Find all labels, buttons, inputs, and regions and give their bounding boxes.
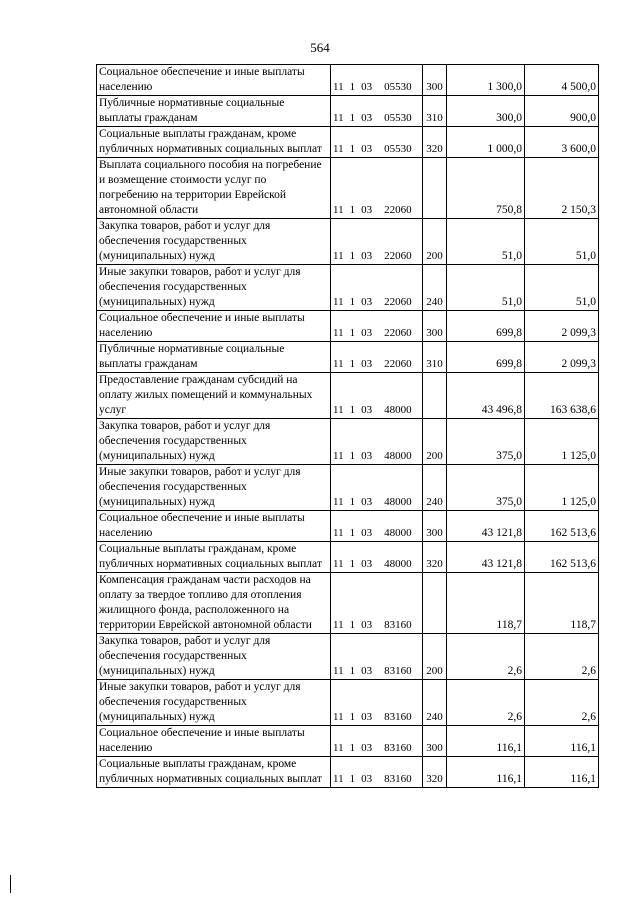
code-c3: 03 [361,143,373,155]
row-code [331,127,423,158]
row-name: Социальные выплаты гражданам, кроме публичных нормативных социальных выплат [97,127,331,158]
code-c1: 11 [333,742,344,754]
code-c2: 1 [349,527,356,539]
row-value-2: 2 150,3 [525,158,599,219]
row-value-1: 2,6 [447,634,525,680]
row-vr [423,573,447,634]
row-value-2: 116,1 [525,726,599,757]
row-code [331,342,423,373]
code-c2: 1 [349,742,356,754]
code-c2: 1 [349,296,356,308]
row-vr: 310 [423,96,447,127]
code-c1: 11 [333,81,344,93]
code-c3: 03 [361,527,373,539]
code-c1: 11 [333,358,344,370]
row-value-1: 43 121,8 [447,542,525,573]
row-name: Закупка товаров, работ и услуг для обеспечения государственных (муниципальных) нужд [97,634,331,680]
table-row [97,726,599,757]
code-c3: 03 [361,773,373,785]
row-vr: 300 [423,311,447,342]
row-vr: 200 [423,419,447,465]
code-c1: 11 [333,619,344,631]
code-c1: 11 [333,450,344,462]
row-value-2: 2,6 [525,634,599,680]
row-name: Социальные выплаты гражданам, кроме публичных нормативных социальных выплат [97,542,331,573]
code-c4: 05530 [384,143,412,155]
code-c1: 11 [333,558,344,570]
row-value-2: 4 500,0 [525,65,599,96]
row-value-2: 118,7 [525,573,599,634]
code-c2: 1 [349,358,356,370]
code-c3: 03 [361,619,373,631]
table-row [97,265,599,311]
row-code [331,634,423,680]
row-code [331,65,423,96]
row-name: Закупка товаров, работ и услуг для обеспечения государственных (муниципальных) нужд [97,219,331,265]
code-c2: 1 [349,327,356,339]
code-c3: 03 [361,558,373,570]
row-vr: 300 [423,511,447,542]
row-code [331,573,423,634]
row-value-1: 51,0 [447,219,525,265]
row-value-1: 116,1 [447,726,525,757]
code-c3: 03 [361,496,373,508]
row-value-1: 1 300,0 [447,65,525,96]
code-c3: 03 [361,711,373,723]
row-value-2: 1 125,0 [525,465,599,511]
code-c3: 03 [361,112,373,124]
row-name: Социальное обеспечение и иные выплаты населению [97,511,331,542]
code-c1: 11 [333,665,344,677]
page-number: 564 [310,40,330,55]
row-value-1: 43 496,8 [447,373,525,419]
code-c1: 11 [333,711,344,723]
row-name: Социальное обеспечение и иные выплаты населению [97,726,331,757]
code-c1: 11 [333,296,344,308]
code-c4: 83160 [384,665,412,677]
code-c1: 11 [333,250,344,262]
row-value-2: 163 638,6 [525,373,599,419]
code-c2: 1 [349,619,356,631]
row-value-1: 1 000,0 [447,127,525,158]
code-c2: 1 [349,558,356,570]
code-c4: 22060 [384,296,412,308]
row-code [331,311,423,342]
code-c1: 11 [333,527,344,539]
row-code [331,265,423,311]
code-c4: 83160 [384,742,412,754]
row-vr: 300 [423,65,447,96]
table-row [97,465,599,511]
table-row [97,419,599,465]
code-c1: 11 [333,112,344,124]
table-row [97,634,599,680]
margin-mark [10,875,11,893]
row-code [331,726,423,757]
row-value-1: 300,0 [447,96,525,127]
code-c2: 1 [349,204,356,216]
row-vr: 320 [423,127,447,158]
row-name: Иные закупки товаров, работ и услуг для обеспечения государственных (муниципальных) нужд [97,465,331,511]
code-c4: 48000 [384,404,412,416]
row-code [331,465,423,511]
row-value-2: 51,0 [525,265,599,311]
table-row [97,311,599,342]
row-code [331,757,423,788]
row-name: Выплата социального пособия на погребение и возмещение стоимости услуг по погребению на территории Еврейской автономной области [97,158,331,219]
table-row [97,757,599,788]
code-c2: 1 [349,404,356,416]
code-c3: 03 [361,450,373,462]
code-c3: 03 [361,250,373,262]
row-vr: 240 [423,465,447,511]
row-vr: 200 [423,634,447,680]
code-c2: 1 [349,450,356,462]
code-c3: 03 [361,742,373,754]
code-c1: 11 [333,496,344,508]
row-name: Закупка товаров, работ и услуг для обеспечения государственных (муниципальных) нужд [97,419,331,465]
row-value-2: 116,1 [525,757,599,788]
row-value-2: 3 600,0 [525,127,599,158]
table-row [97,680,599,726]
row-value-2: 1 125,0 [525,419,599,465]
row-code [331,219,423,265]
row-value-1: 699,8 [447,342,525,373]
row-value-2: 2 099,3 [525,342,599,373]
code-c1: 11 [333,327,344,339]
code-c4: 83160 [384,619,412,631]
code-c4: 22060 [384,327,412,339]
row-name: Компенсация гражданам части расходов на оплату за твердое топливо для отопления жилищного фонда, расположенного на территории Еврейской автономной области [97,573,331,634]
row-value-1: 750,8 [447,158,525,219]
row-value-1: 375,0 [447,465,525,511]
code-c4: 83160 [384,711,412,723]
code-c4: 48000 [384,527,412,539]
code-c4: 48000 [384,496,412,508]
table-row [97,373,599,419]
row-code [331,680,423,726]
code-c3: 03 [361,81,373,93]
row-code [331,158,423,219]
row-vr: 320 [423,757,447,788]
budget-table [96,64,599,788]
code-c3: 03 [361,358,373,370]
code-c4: 48000 [384,558,412,570]
table-row [97,542,599,573]
code-c2: 1 [349,711,356,723]
row-code [331,419,423,465]
code-c3: 03 [361,404,373,416]
row-value-2: 2,6 [525,680,599,726]
row-vr: 240 [423,680,447,726]
row-name: Иные закупки товаров, работ и услуг для обеспечения государственных (муниципальных) нужд [97,265,331,311]
row-code [331,373,423,419]
code-c2: 1 [349,112,356,124]
row-name: Социальное обеспечение и иные выплаты населению [97,311,331,342]
table-row [97,65,599,96]
code-c4: 22060 [384,250,412,262]
row-value-2: 2 099,3 [525,311,599,342]
row-code [331,511,423,542]
row-name: Публичные нормативные социальные выплаты гражданам [97,96,331,127]
table-row [97,158,599,219]
code-c1: 11 [333,404,344,416]
row-code [331,96,423,127]
code-c2: 1 [349,250,356,262]
row-value-2: 162 513,6 [525,542,599,573]
row-vr: 300 [423,726,447,757]
code-c1: 11 [333,204,344,216]
code-c4: 22060 [384,204,412,216]
row-value-1: 116,1 [447,757,525,788]
row-value-1: 51,0 [447,265,525,311]
code-c2: 1 [349,143,356,155]
row-vr: 240 [423,265,447,311]
code-c3: 03 [361,204,373,216]
code-c3: 03 [361,327,373,339]
table-row [97,127,599,158]
row-value-1: 699,8 [447,311,525,342]
row-name: Социальные выплаты гражданам, кроме публичных нормативных социальных выплат [97,757,331,788]
code-c2: 1 [349,496,356,508]
code-c1: 11 [333,773,344,785]
code-c3: 03 [361,296,373,308]
table-row [97,511,599,542]
row-value-2: 162 513,6 [525,511,599,542]
budget-table-body [97,65,599,788]
row-vr: 320 [423,542,447,573]
code-c4: 83160 [384,773,412,785]
row-value-2: 900,0 [525,96,599,127]
table-row [97,573,599,634]
code-c3: 03 [361,665,373,677]
code-c4: 22060 [384,358,412,370]
row-name: Социальное обеспечение и иные выплаты населению [97,65,331,96]
row-name: Иные закупки товаров, работ и услуг для обеспечения государственных (муниципальных) нужд [97,680,331,726]
code-c1: 11 [333,143,344,155]
row-name: Предоставление гражданам субсидий на оплату жилых помещений и коммунальных услуг [97,373,331,419]
code-c4: 48000 [384,450,412,462]
table-row [97,219,599,265]
row-value-1: 43 121,8 [447,511,525,542]
row-value-1: 2,6 [447,680,525,726]
code-c4: 05530 [384,112,412,124]
row-value-2: 51,0 [525,219,599,265]
row-name: Публичные нормативные социальные выплаты гражданам [97,342,331,373]
code-c2: 1 [349,773,356,785]
row-vr: 310 [423,342,447,373]
table-row [97,342,599,373]
row-value-1: 118,7 [447,573,525,634]
code-c2: 1 [349,81,356,93]
row-vr: 200 [423,219,447,265]
row-vr [423,373,447,419]
table-row [97,96,599,127]
row-vr [423,158,447,219]
code-c4: 05530 [384,81,412,93]
code-c2: 1 [349,665,356,677]
row-value-1: 375,0 [447,419,525,465]
row-code [331,542,423,573]
